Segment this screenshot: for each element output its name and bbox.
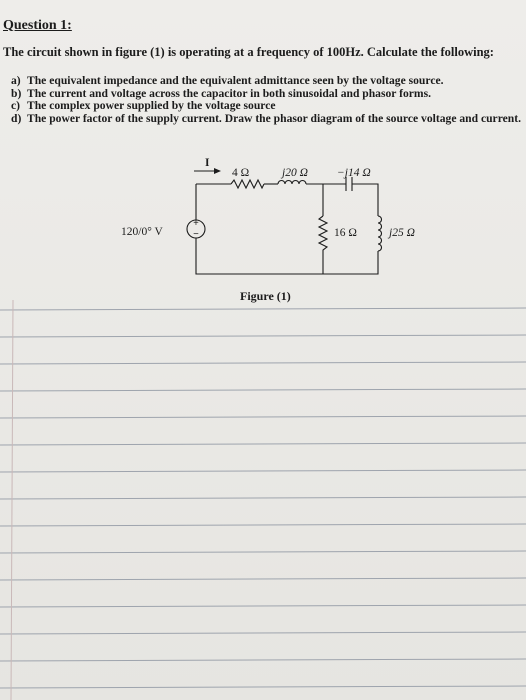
c1-label: −j14 Ω	[337, 167, 371, 179]
inductor-j25	[378, 216, 382, 251]
source-label: 120/0° V	[121, 226, 163, 238]
question-intro: The circuit shown in figure (1) is operating at a frequency of 100Hz. Calculate the following:	[3, 45, 494, 59]
circuit-diagram	[0, 0, 526, 320]
figure-caption: Figure (1)	[240, 289, 291, 303]
wire-c1-right	[352, 184, 378, 216]
question-title: Question 1:	[3, 18, 72, 33]
part-label: c)	[11, 99, 21, 112]
capacitor-minus-j14	[346, 177, 352, 191]
part-label: d)	[11, 111, 22, 125]
bottom-wire	[196, 238, 378, 274]
l1-label: j20 Ω	[282, 167, 308, 179]
r1-label: 4 Ω	[232, 167, 250, 179]
l2-label: j25 Ω	[389, 227, 415, 239]
part-label: a)	[11, 74, 21, 87]
resistor-16-ohm	[319, 216, 327, 274]
svg-text:+: +	[193, 218, 199, 229]
part-text: The complex power supplied by the voltage source	[27, 99, 276, 112]
part-label: b)	[11, 86, 22, 100]
part-text: The equivalent impedance and the equivalent admittance seen by the voltage source.	[27, 74, 444, 87]
ruled-answer-lines	[0, 300, 526, 700]
r2-label: 16 Ω	[334, 227, 357, 239]
part-text: The power factor of the supply current. Draw the phasor diagram of the source voltage and current.	[27, 111, 521, 125]
part-text: The current and voltage across the capacitor in both sinusoidal and phasor forms.	[27, 86, 431, 100]
resistor-4-ohm	[231, 180, 264, 188]
current-label: I	[205, 157, 210, 169]
inductor-j20	[278, 181, 306, 185]
svg-text:−: −	[193, 229, 199, 240]
